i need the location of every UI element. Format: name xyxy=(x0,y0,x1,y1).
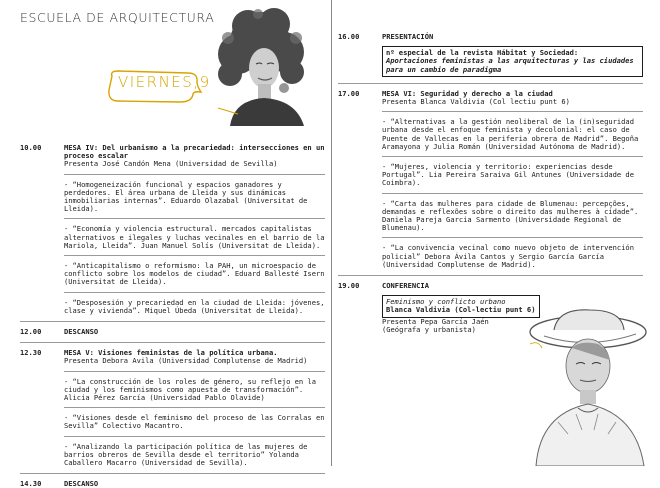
schedule-block-presentation xyxy=(338,33,643,41)
talk-item: - “Analizando la participación política de las mujeres de barrios obreros de Sevilla desde el territorio” Yolanda Caballero Macarro (Universidad de Sevilla). xyxy=(64,441,308,468)
divider xyxy=(382,111,643,112)
right-column xyxy=(338,33,643,334)
conference-title: Feminismo y conflicto urbano xyxy=(386,297,506,307)
divider xyxy=(64,292,325,293)
portrait-top-icon xyxy=(208,8,318,126)
magazine-issue: nº especial de la revista Hábitat y Sociedad: xyxy=(386,48,579,58)
divider xyxy=(64,407,325,408)
session-presenter: Presenta José Candón Mena (Universidad de Sevilla) xyxy=(64,159,278,169)
schedule-block-break1 xyxy=(20,328,325,336)
divider xyxy=(338,275,643,276)
session-title: MESA V: Visiones feministas de la política urbana. xyxy=(64,348,278,358)
conference-presenter: Presenta Pepa García Jaén xyxy=(382,316,489,326)
time-label: 17.00 xyxy=(338,88,360,98)
time-label: 19.00 xyxy=(338,281,360,291)
header-title: ESCUELA DE ARQUITECTURA xyxy=(20,10,215,25)
session-title: MESA IV: Del urbanismo a la precariedad: intersecciones en un proceso escalar xyxy=(64,143,325,161)
session-title: DESCANSO xyxy=(64,327,99,337)
time-label: 16.00 xyxy=(338,32,360,41)
divider xyxy=(64,218,325,219)
talk-item: - “Carta das mulheres para cidade de Blumenau: percepções, demandas e reflexões sobre o direito das mulheres à cidade”. Daniela Pareja Garcia Sarmento (Universidade Regional de Blumenau). xyxy=(382,198,639,233)
schedule-block-conference xyxy=(338,282,643,290)
divider xyxy=(64,174,325,175)
divider xyxy=(338,83,643,84)
schedule-block-mesa6 xyxy=(338,90,643,106)
divider xyxy=(20,342,325,343)
session-title: PRESENTACIÓN xyxy=(382,32,434,41)
session-presenter: Presenta Blanca Valdivia (Col lectiu punt 6) xyxy=(382,97,570,107)
divider xyxy=(64,436,325,437)
session-title: DESCANSO xyxy=(64,479,99,488)
divider xyxy=(382,193,643,194)
talk-item: - “Economía y violencia estructural. mercados capitalistas alternativos e ilegales y luchas vecinales en el barrio de la Mariola, Lleida”. Juan Manuel Solís (Universitat de Lleida). xyxy=(64,224,325,250)
time-label: 12.30 xyxy=(20,348,42,358)
talk-item: - “Homogeneización funcional y espacios ganadores y perdedores. El área urbana de Lleida y sus dinámicas inmobiliarias internas”. Eduardo Olazabal (Universitat de Lleida). xyxy=(64,179,308,214)
divider xyxy=(64,371,325,372)
divider xyxy=(20,473,325,474)
magazine-title: Aportaciones feministas a las arquitecturas y las ciudades para un cambio de paradigma xyxy=(386,56,634,74)
presentation-box xyxy=(382,46,643,77)
talk-item: - “Mujeres, violencia y territorio: experiencias desde Portugal”. Lia Pereira Saraiva Gil Antunes (Universidade de Coimbra). xyxy=(382,162,634,188)
schedule-block-mesa4 xyxy=(20,144,325,169)
conference-box xyxy=(382,295,540,317)
talk-item: - “La convivencia vecinal como nuevo objeto de intervención policial” Debora Ávila Cantos y Sergio García García (Universidad Complutense de Madrid). xyxy=(382,243,634,269)
session-presenter: Presenta Debora Avila (Universidad Complutense de Madrid) xyxy=(64,356,308,366)
divider xyxy=(64,255,325,256)
talk-item: - “Desposesión y precariedad en la ciudad de Lleida: jóvenes, clase y vivienda”. Miquel Úbeda (Universitat de Lleida). xyxy=(64,297,325,315)
session-title: CONFERENCIA xyxy=(382,281,429,291)
column-divider xyxy=(331,0,332,466)
talk-item: - “Alternativas a la gestión neoliberal de la (in)seguridad urbana desde el enfoque feminista y decolonial: el caso de Puente de Vallecas en la periferia obrera de Madrid”. Begoña Aramayona y Julia Román (Universidad Autónoma de Madrid). xyxy=(382,117,639,151)
left-column xyxy=(20,144,325,488)
divider xyxy=(382,237,643,238)
time-label: 12.00 xyxy=(20,327,42,337)
schedule-block-mesa5 xyxy=(20,349,325,365)
conference-speaker: Blanca Valdivia (Col-lectiu punt 6) xyxy=(386,305,536,315)
talk-item: - “Anticapitalismo o reformismo: la PAH, un microespacio de conflicto sobre los modelos de ciudad”. Eduard Ballesté Isern (Universitat de Lleida). xyxy=(64,261,325,287)
schedule-block-break2 xyxy=(20,480,325,488)
divider xyxy=(20,321,325,322)
talk-item: - “Visiones desde el feminismo del proceso de las Corralas en Sevilla” Colectivo Macantro. xyxy=(64,413,325,431)
conference-presenter-note: (Geógrafa y urbanista) xyxy=(382,324,476,334)
time-label: 14.30 xyxy=(20,479,42,488)
portrait-bottom-icon xyxy=(528,304,654,466)
session-title: MESA VI: Seguridad y derecho a la ciudad xyxy=(382,88,553,98)
divider xyxy=(382,156,643,157)
time-label: 10.00 xyxy=(20,143,42,152)
talk-item: - “La construcción de los roles de género, su reflejo en la ciudad y los feminismos como apuesta de transformación”. Alicia Pérez García (Universidad Pablo Olavide) xyxy=(64,376,316,403)
day-bubble xyxy=(104,68,211,108)
day-label: VIERNES,9 xyxy=(118,73,211,91)
